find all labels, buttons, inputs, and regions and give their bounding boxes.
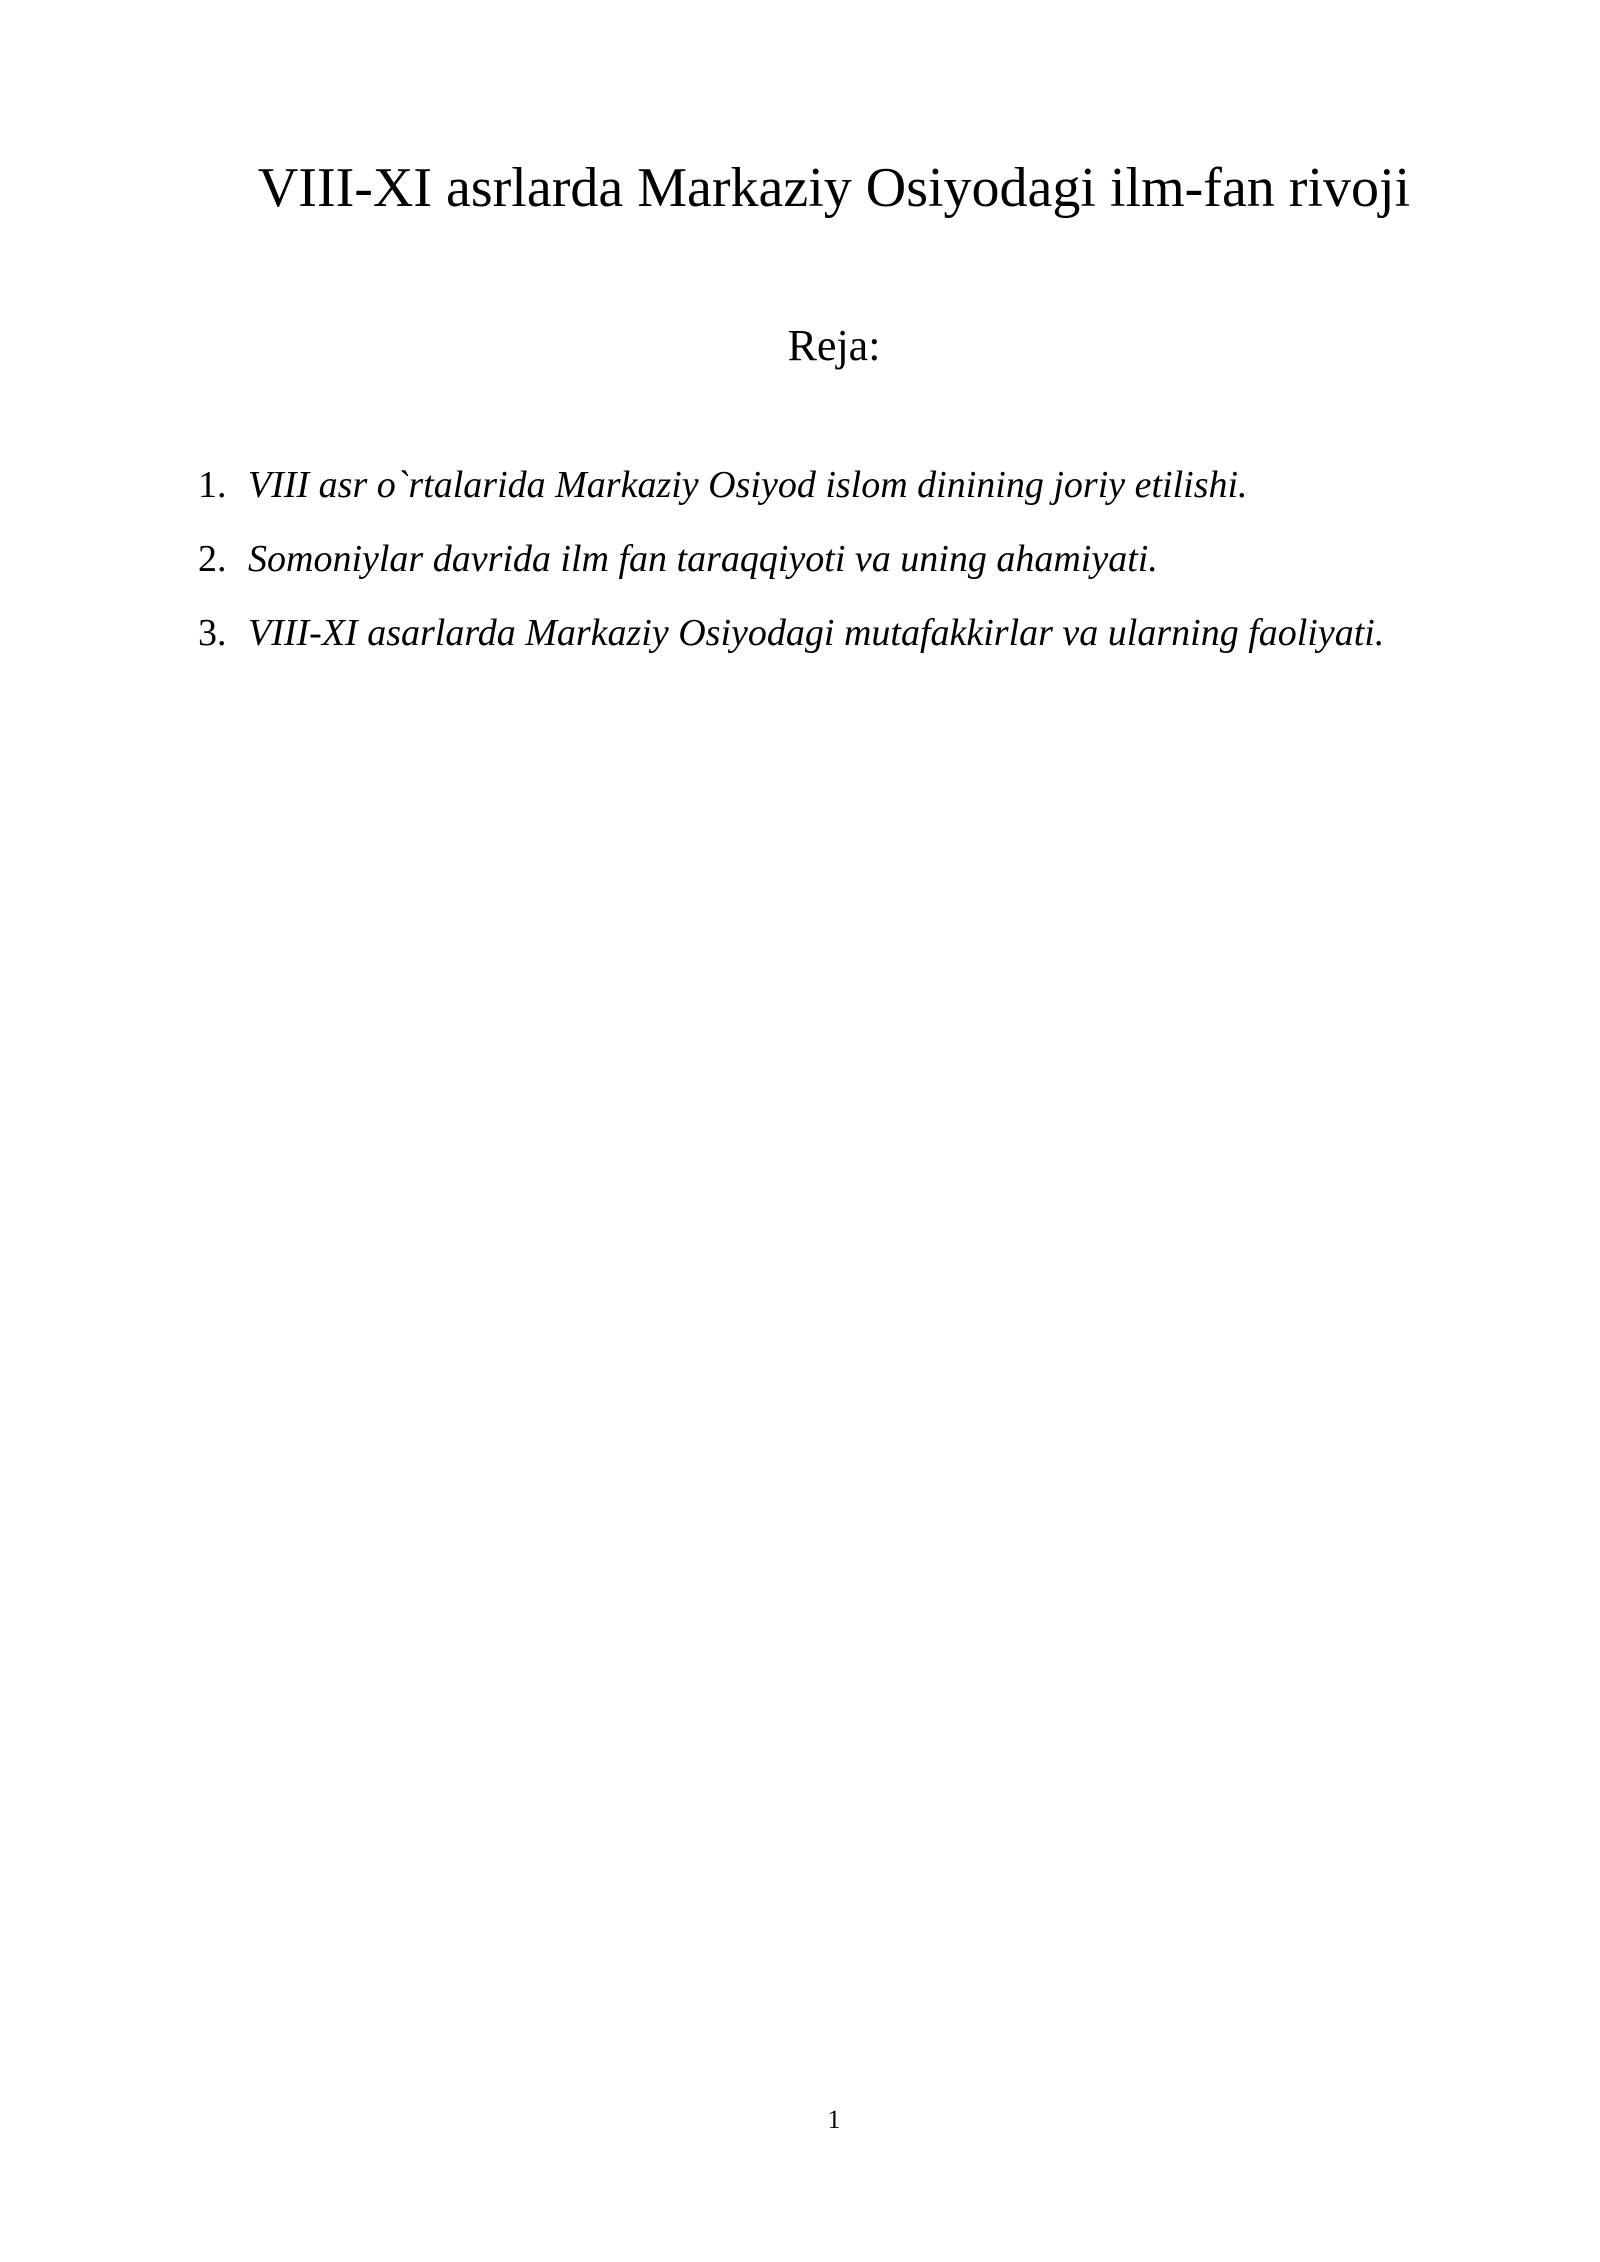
page-number: 1 [827, 2105, 841, 2134]
plan-item-text: VIII asr o`rtalarida Markaziy Osiyod islom dinining joriy etilishi. [248, 464, 1248, 506]
plan-heading: Reja: [787, 321, 881, 370]
document-title: VIII-XI asrlarda Markaziy Osiyodagi ilm-fan rivoji [257, 157, 1411, 219]
plan-item-number: 3. [198, 612, 227, 654]
plan-list [198, 448, 1510, 670]
plan-item-text: Somoniylar davrida ilm fan taraqqiyoti va uning ahamiyati. [248, 538, 1158, 580]
plan-item-number: 2. [198, 538, 227, 580]
plan-item [198, 596, 1510, 670]
plan-item [198, 522, 1510, 596]
plan-item [198, 448, 1510, 522]
plan-item-number: 1. [198, 464, 227, 506]
plan-item-text: VIII-XI asarlarda Markaziy Osiyodagi mutafakkirlar va ularning faoliyati. [248, 612, 1385, 654]
